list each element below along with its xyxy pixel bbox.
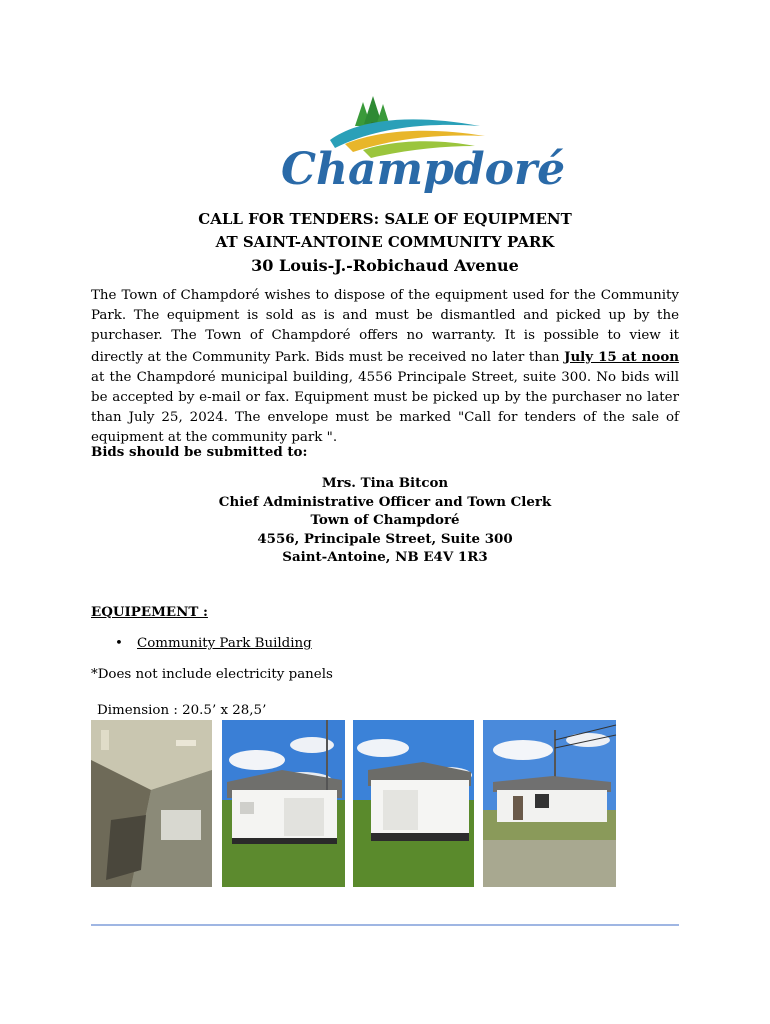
document-title [0,208,770,277]
title-line-1: CALL FOR TENDERS: SALE OF EQUIPMENT [198,210,572,228]
list-item [115,636,312,651]
building-front-photo [222,720,345,887]
building-rear-photo [483,720,616,887]
equipment-heading: EQUIPEMENT : [91,604,208,620]
building-side-photo [353,720,474,887]
tender-description [91,286,679,449]
equipment-note: *Does not include electricity panels [91,667,333,682]
contact-city: Saint-Antoine, NB E4V 1R3 [282,549,488,565]
contact-street: 4556, Principale Street, Suite 300 [257,530,513,547]
bids-heading: Bids should be submitted to: [91,444,308,460]
equipment-dimension: Dimension : 20.5’ x 28,5’ [97,703,267,718]
submission-address [0,474,770,567]
title-line-2: AT SAINT-ANTOINE COMMUNITY PARK [215,233,555,251]
interior-ceiling-photo [91,720,212,887]
description-part-2: at the Champdoré municipal building, 4556 Principale Street, suite 300. No bids will be accepted by e-mail or fax. Equipment must be picked up by the purchaser no later than July 25, 2024. The envelope must be marked "Call for tenders of the sale of equipment at the community park ". [91,369,679,446]
equipment-item-label: Community Park Building [137,636,312,651]
bullet-icon: • [115,636,123,651]
contact-title: Chief Administrative Officer and Town Clerk [218,493,552,510]
deadline-highlight: July 15 at noon [564,348,679,365]
logo-wordmark: Champdoré [281,144,566,195]
contact-name: Mrs. Tina Bitcon [321,475,449,491]
title-line-3: 30 Louis-J.-Robichaud Avenue [251,256,519,275]
champdore-logo [275,92,566,198]
footer-divider [91,924,679,926]
description-part-1: The Town of Champdoré wishes to dispose of the equipment used for the Community Park. The equipment is sold as is and must be dismantled and picked up by the purchaser. The Town of Champdoré offers no warranty. It is possible to view it directly at the Community Park. Bids must be received no later than [91,288,679,365]
contact-org: Town of Champdoré [310,512,460,528]
